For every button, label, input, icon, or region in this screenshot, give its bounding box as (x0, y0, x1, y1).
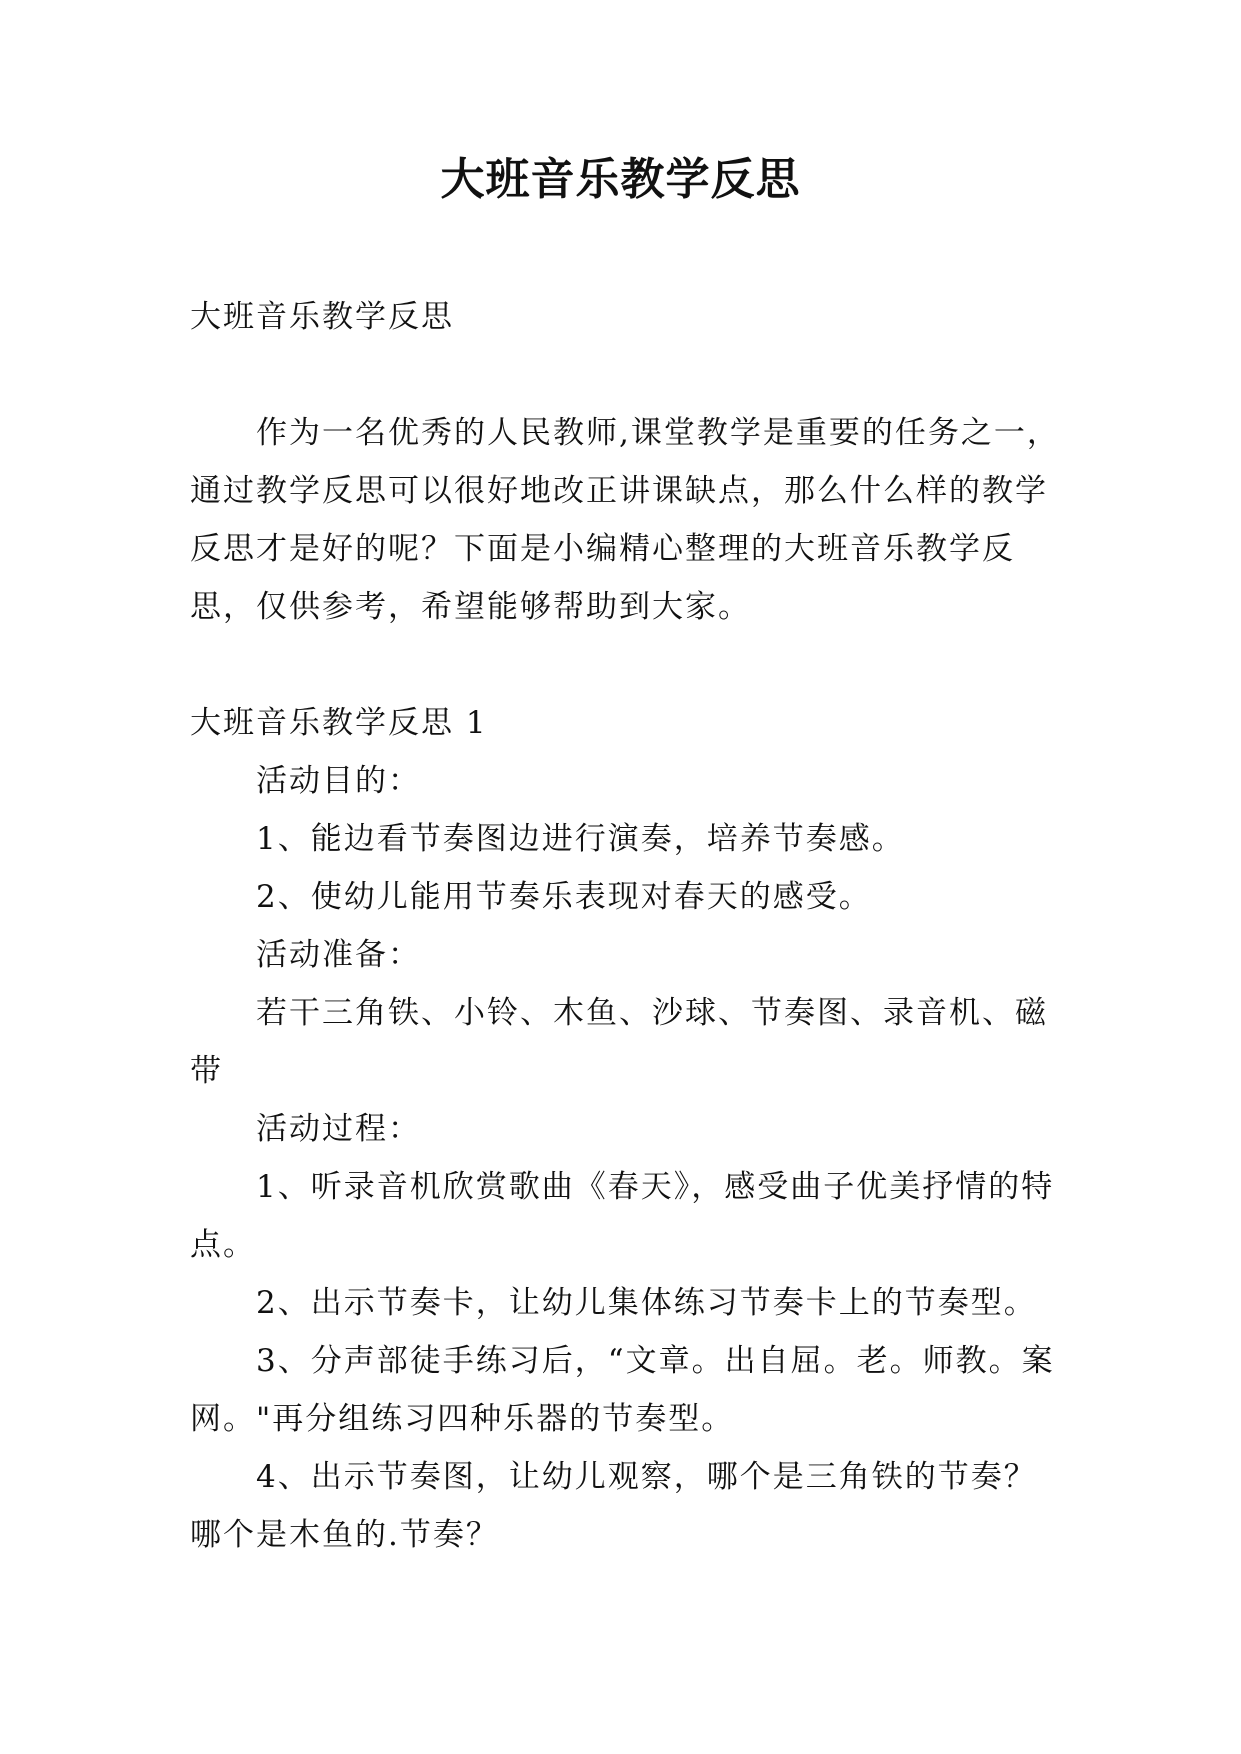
document-title: 大班音乐教学反思 (440, 154, 801, 205)
goals-label: 活动目的： (256, 763, 421, 799)
prep-text: 若干三角铁、小铃、木鱼、沙球、节奏图、录音机、磁 (256, 995, 1048, 1031)
process-step: 1、听录音机欣赏歌曲《春天》，感受曲子优美抒情的特 (256, 1169, 1055, 1205)
prep-text: 带 (190, 1053, 223, 1089)
goal-item: 2、使幼儿能用节奏乐表现对春天的感受。 (256, 879, 872, 915)
process-step: 哪个是木鱼的.节奏？ (190, 1517, 499, 1553)
intro-line: 通过教学反思可以很好地改正讲课缺点，那么什么样的教学 (190, 473, 1048, 509)
spacer (190, 636, 1055, 694)
intro-line: 思，仅供参考，希望能够帮助到大家。 (190, 589, 751, 625)
subtitle: 大班音乐教学反思 (190, 299, 454, 335)
intro-line: 作为一名优秀的人民教师,课堂教学是重要的任务之一， (256, 415, 1060, 451)
document-body (190, 288, 1060, 1564)
prep-label: 活动准备： (256, 937, 421, 973)
process-step: 3、分声部徒手练习后，“文章。出自屈。老。师教。案 (256, 1343, 1055, 1379)
process-step: 4、出示节奏图，让幼儿观察，哪个是三角铁的节奏？ (256, 1459, 1037, 1495)
intro-line: 反思才是好的呢？下面是小编精心整理的大班音乐教学反 (190, 531, 1015, 567)
spacer (190, 346, 1055, 404)
section-heading: 大班音乐教学反思 1 (190, 705, 488, 741)
process-label: 活动过程： (256, 1111, 421, 1147)
process-step: 网。"再分组练习四种乐器的节奏型。 (190, 1401, 735, 1437)
goal-item: 1、能边看节奏图边进行演奏，培养节奏感。 (256, 821, 905, 857)
process-step: 点。 (190, 1227, 256, 1263)
process-step: 2、出示节奏卡，让幼儿集体练习节奏卡上的节奏型。 (256, 1285, 1037, 1321)
